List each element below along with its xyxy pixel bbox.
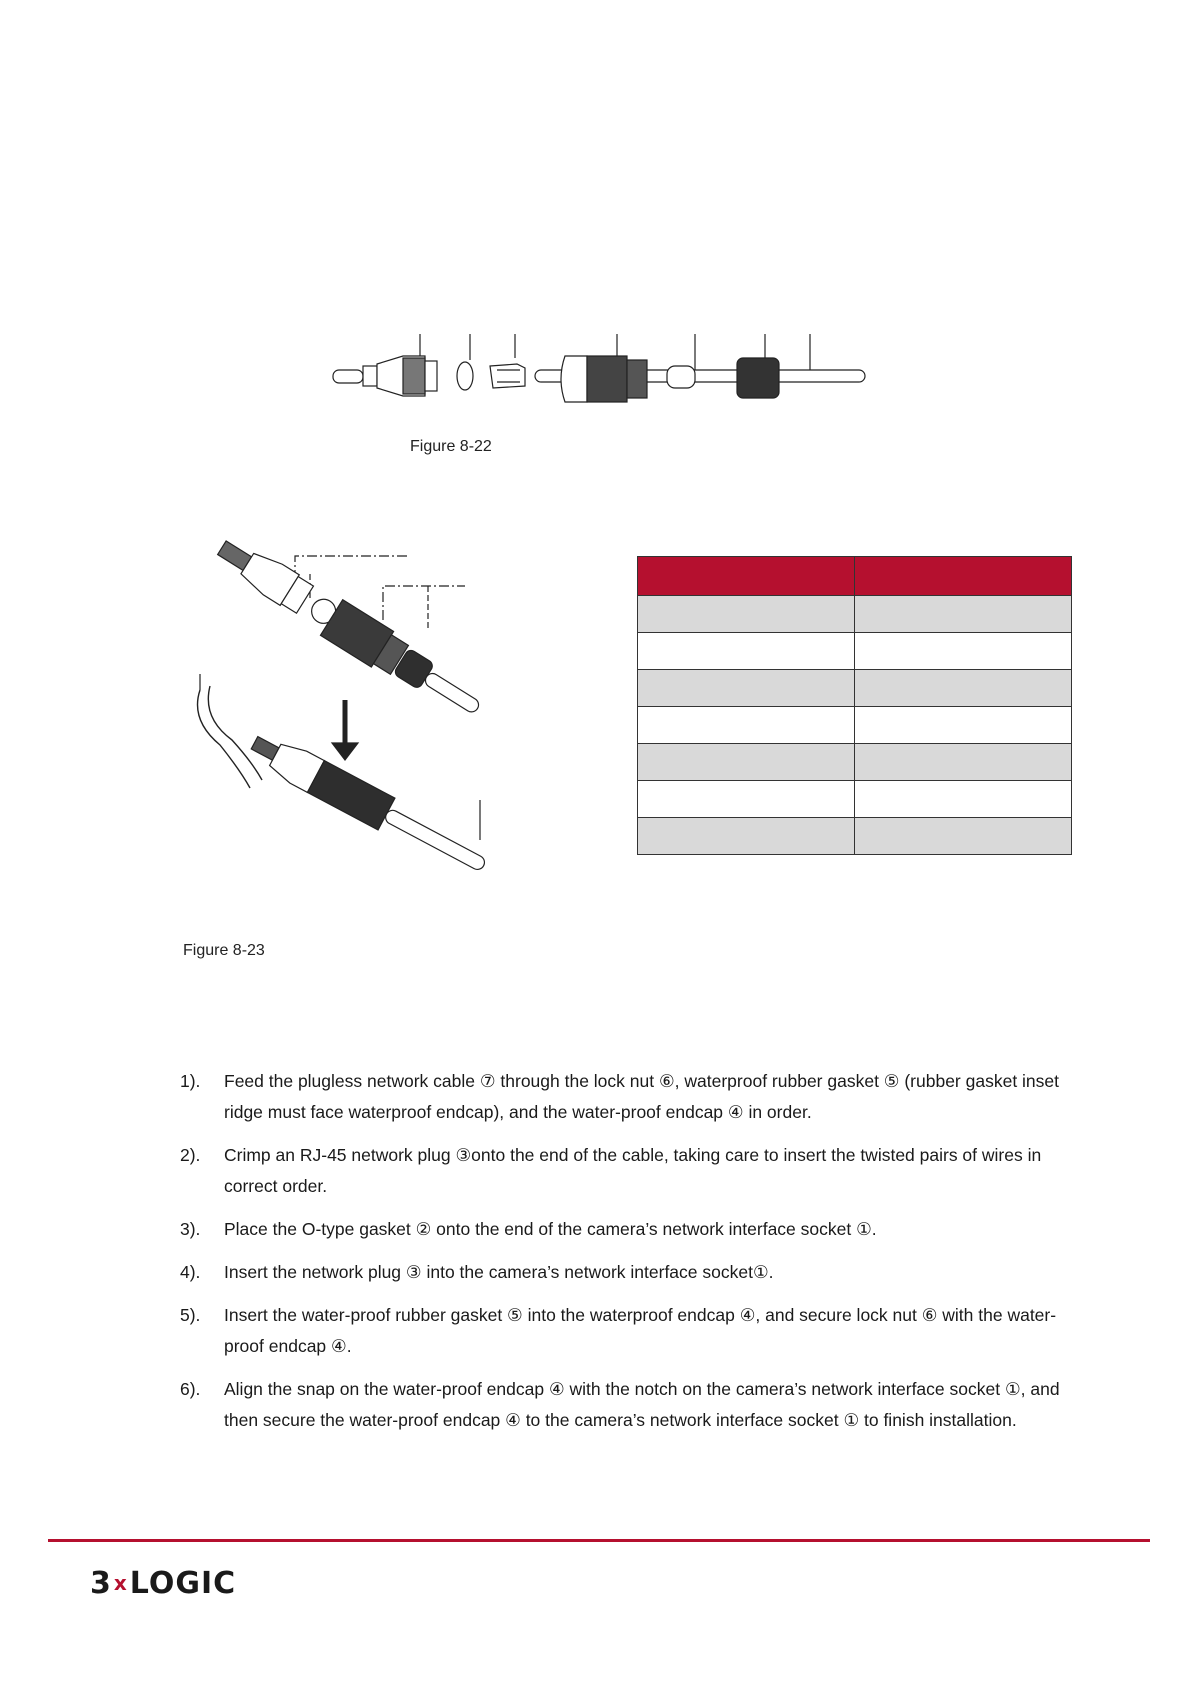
figure-8-22-caption: Figure 8-22 xyxy=(410,438,492,455)
table-row xyxy=(638,781,1072,818)
figure-8-23-illustration xyxy=(180,540,510,895)
table-cell xyxy=(855,781,1072,818)
table-cell xyxy=(638,744,855,781)
parts-table xyxy=(637,556,1072,855)
installation-steps xyxy=(180,1066,1080,1448)
step-number: 5). xyxy=(180,1305,201,1325)
table-cell xyxy=(638,707,855,744)
table-cell xyxy=(638,781,855,818)
step-item xyxy=(180,1140,1080,1202)
step-number: 2). xyxy=(180,1145,201,1165)
step-text: Crimp an RJ-45 network plug ③onto the end of the cable, taking care to insert the twisted pairs of wires in correct order. xyxy=(224,1145,1042,1196)
logo-part-x: x xyxy=(113,1571,128,1595)
step-item xyxy=(180,1214,1080,1245)
table-row xyxy=(638,596,1072,633)
table-row xyxy=(638,670,1072,707)
step-number: 6). xyxy=(180,1379,201,1399)
figure-8-23-caption: Figure 8-23 xyxy=(183,942,265,959)
step-item xyxy=(180,1300,1080,1362)
table-row xyxy=(638,633,1072,670)
step-item xyxy=(180,1257,1080,1288)
table-cell xyxy=(855,818,1072,855)
parts-table-header-name xyxy=(855,557,1072,596)
step-number: 1). xyxy=(180,1071,201,1091)
parts-table-header-row xyxy=(638,557,1072,596)
table-row xyxy=(638,818,1072,855)
brand-logo xyxy=(90,1566,236,1601)
logo-part-3: 3 xyxy=(90,1566,112,1601)
table-cell xyxy=(638,633,855,670)
table-row xyxy=(638,744,1072,781)
logo-part-logic: LOGIC xyxy=(129,1566,237,1601)
step-item xyxy=(180,1374,1080,1436)
table-cell xyxy=(638,818,855,855)
step-number: 3). xyxy=(180,1219,201,1239)
table-cell xyxy=(638,670,855,707)
table-cell xyxy=(855,633,1072,670)
table-cell xyxy=(855,670,1072,707)
step-text: Feed the plugless network cable ⑦ through the lock nut ⑥, waterproof rubber gasket ⑤ (rubber gasket inset ridge must face waterproof endcap), and the water-proof endcap ④ in order. xyxy=(224,1071,1060,1122)
table-cell xyxy=(855,596,1072,633)
footer-divider xyxy=(48,1539,1150,1542)
step-text: Align the snap on the water-proof endcap ④ with the notch on the camera’s network interface socket ①, and then secure the water-proof endcap ④ to the camera’s network interface socket ① to finish installation. xyxy=(224,1379,1060,1430)
table-row xyxy=(638,707,1072,744)
table-cell xyxy=(855,707,1072,744)
table-cell xyxy=(855,744,1072,781)
step-item xyxy=(180,1066,1080,1128)
step-text: Insert the network plug ③ into the camera’s network interface socket①. xyxy=(224,1262,774,1282)
table-cell xyxy=(638,596,855,633)
figure-8-22-illustration xyxy=(325,330,870,415)
parts-table-header-no xyxy=(638,557,855,596)
step-text: Insert the water-proof rubber gasket ⑤ into the waterproof endcap ④, and secure lock nut ⑥ with the water-proof endcap ④. xyxy=(224,1305,1057,1356)
step-number: 4). xyxy=(180,1262,201,1282)
step-text: Place the O-type gasket ② onto the end of the camera’s network interface socket ①. xyxy=(224,1219,877,1239)
